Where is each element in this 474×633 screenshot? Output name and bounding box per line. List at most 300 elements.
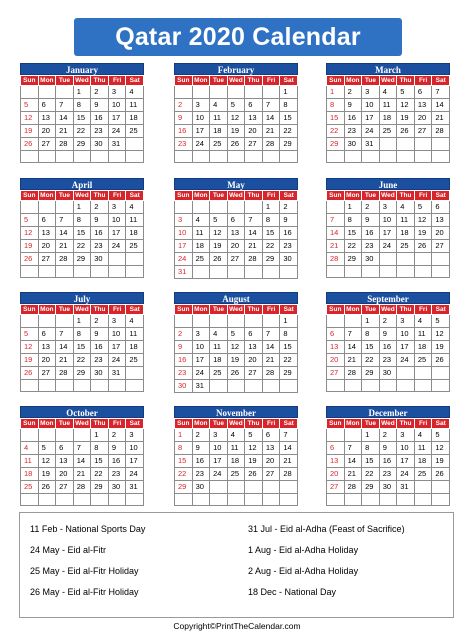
weekday-label: Tue <box>210 305 228 315</box>
week-row <box>175 214 298 227</box>
day-cell: 16 <box>91 227 109 240</box>
day-cell <box>262 380 280 393</box>
day-cell: 20 <box>327 468 345 481</box>
day-cell: 11 <box>126 214 144 227</box>
week-row <box>327 240 450 253</box>
day-cell: 13 <box>227 227 245 240</box>
day-cell <box>397 367 415 380</box>
day-cell <box>192 315 210 328</box>
day-cell: 10 <box>397 442 415 455</box>
day-cell: 7 <box>280 429 298 442</box>
day-cell: 7 <box>344 442 362 455</box>
day-cell: 12 <box>245 442 263 455</box>
day-cell: 9 <box>108 442 126 455</box>
day-cell: 27 <box>327 481 345 494</box>
day-cell: 10 <box>175 227 193 240</box>
day-cell: 21 <box>280 455 298 468</box>
day-cell: 19 <box>227 125 245 138</box>
day-cell: 3 <box>126 429 144 442</box>
page-title: Qatar 2020 Calendar <box>74 18 402 56</box>
month-table <box>20 190 144 278</box>
day-cell <box>175 151 193 163</box>
weekday-label: Mon <box>192 305 210 315</box>
day-cell <box>91 380 109 392</box>
day-cell: 17 <box>108 341 126 354</box>
weekday-label: Wed <box>229 306 243 313</box>
weekday-label: Wed <box>381 420 395 427</box>
month-table <box>20 75 144 163</box>
day-cell: 5 <box>432 429 450 442</box>
day-cell: 21 <box>56 125 74 138</box>
day-cell: 15 <box>280 341 298 354</box>
day-cell <box>344 429 362 442</box>
day-cell: 24 <box>210 468 228 481</box>
day-cell: 1 <box>73 201 91 214</box>
day-cell: 18 <box>192 240 210 253</box>
day-cell: 9 <box>175 341 193 354</box>
day-cell: 31 <box>108 367 126 380</box>
week-row <box>175 367 298 380</box>
day-cell: 7 <box>245 214 263 227</box>
copyright-text: Copyright©PrintTheCalendar.com <box>173 621 301 631</box>
day-cell: 22 <box>262 240 280 253</box>
day-cell: 14 <box>56 341 74 354</box>
day-cell: 2 <box>379 429 397 442</box>
weekday-label: Thu <box>245 419 263 429</box>
week-row <box>175 468 298 481</box>
day-cell <box>175 201 193 214</box>
day-cell <box>108 494 126 506</box>
day-cell: 28 <box>73 481 91 494</box>
day-cell <box>73 151 91 163</box>
day-cell: 26 <box>432 354 450 367</box>
day-cell: 16 <box>175 354 193 367</box>
day-cell <box>56 315 74 328</box>
day-cell <box>397 266 415 278</box>
day-cell: 10 <box>397 328 415 341</box>
day-cell: 21 <box>245 240 263 253</box>
day-cell: 27 <box>38 138 56 151</box>
month-table <box>174 418 298 506</box>
day-cell: 19 <box>21 125 39 138</box>
day-cell: 30 <box>91 367 109 380</box>
weekday-label: Thu <box>91 305 109 315</box>
day-cell <box>21 494 39 506</box>
day-cell: 30 <box>379 367 397 380</box>
day-cell: 1 <box>362 429 380 442</box>
day-cell: 25 <box>210 367 228 380</box>
day-cell: 20 <box>227 240 245 253</box>
day-cell <box>227 380 245 393</box>
weekday-label: Wed <box>75 306 89 313</box>
day-cell: 27 <box>38 367 56 380</box>
day-cell: 28 <box>262 367 280 380</box>
day-cell: 25 <box>192 253 210 266</box>
day-cell: 19 <box>432 341 450 354</box>
week-row <box>175 442 298 455</box>
weekday-label: Mon <box>344 76 362 86</box>
day-cell: 25 <box>126 354 144 367</box>
month-name: October <box>20 406 144 418</box>
day-cell: 23 <box>108 468 126 481</box>
day-cell: 13 <box>38 112 56 125</box>
day-cell: 9 <box>362 214 380 227</box>
week-row <box>175 253 298 266</box>
day-cell <box>21 201 39 214</box>
week-row <box>327 214 450 227</box>
weekday-label: Fri <box>262 76 280 86</box>
day-cell: 23 <box>91 354 109 367</box>
day-cell: 8 <box>327 99 345 112</box>
day-cell: 15 <box>362 341 380 354</box>
day-cell: 4 <box>192 214 210 227</box>
day-cell: 10 <box>192 112 210 125</box>
week-row <box>175 151 298 163</box>
day-cell: 6 <box>327 442 345 455</box>
day-cell: 7 <box>56 328 74 341</box>
day-cell: 19 <box>227 354 245 367</box>
day-cell <box>38 380 56 392</box>
day-cell: 28 <box>344 367 362 380</box>
week-row <box>327 341 450 354</box>
day-cell: 12 <box>21 227 39 240</box>
weekday-label: Mon <box>38 419 56 429</box>
day-cell <box>91 266 109 278</box>
day-cell: 5 <box>245 429 263 442</box>
day-cell: 9 <box>379 328 397 341</box>
day-cell: 26 <box>414 240 432 253</box>
day-cell <box>379 138 397 151</box>
day-cell: 17 <box>175 240 193 253</box>
day-cell: 25 <box>397 240 415 253</box>
week-row <box>21 214 144 227</box>
day-cell <box>245 86 263 99</box>
weekday-label: Tue <box>362 419 380 429</box>
day-cell: 7 <box>327 214 345 227</box>
day-cell: 17 <box>192 125 210 138</box>
day-cell: 30 <box>192 481 210 494</box>
day-cell: 8 <box>175 442 193 455</box>
week-row <box>21 494 144 506</box>
day-cell: 20 <box>56 468 74 481</box>
day-cell: 23 <box>362 240 380 253</box>
day-cell: 29 <box>262 253 280 266</box>
day-cell: 17 <box>379 227 397 240</box>
day-cell: 21 <box>344 354 362 367</box>
day-cell: 23 <box>175 138 193 151</box>
day-cell: 22 <box>91 468 109 481</box>
week-row <box>21 328 144 341</box>
day-cell: 6 <box>245 328 263 341</box>
day-cell: 29 <box>73 367 91 380</box>
weekday-label: Sat <box>280 419 298 429</box>
day-cell <box>73 429 91 442</box>
day-cell: 10 <box>108 214 126 227</box>
week-row <box>21 253 144 266</box>
day-cell: 3 <box>108 315 126 328</box>
day-cell: 16 <box>108 455 126 468</box>
month-october <box>20 406 144 506</box>
day-cell <box>21 86 39 99</box>
day-cell <box>192 151 210 163</box>
day-cell: 8 <box>73 214 91 227</box>
day-cell <box>210 315 228 328</box>
day-cell: 1 <box>327 86 345 99</box>
week-row <box>21 138 144 151</box>
day-cell <box>245 494 263 506</box>
day-cell: 12 <box>432 328 450 341</box>
week-row <box>175 227 298 240</box>
day-cell: 26 <box>210 253 228 266</box>
day-cell: 28 <box>280 468 298 481</box>
day-cell: 25 <box>21 481 39 494</box>
day-cell: 18 <box>210 354 228 367</box>
weekday-label: Wed <box>381 77 395 84</box>
day-cell <box>73 380 91 392</box>
weekday-label: Sun <box>175 305 193 315</box>
day-cell: 21 <box>327 240 345 253</box>
day-cell: 4 <box>21 442 39 455</box>
day-cell <box>21 315 39 328</box>
weekday-label: Wed <box>229 420 243 427</box>
holiday-item: 11 Feb - National Sports Day <box>30 524 146 534</box>
day-cell: 11 <box>126 328 144 341</box>
month-name: June <box>326 178 450 190</box>
day-cell: 19 <box>414 227 432 240</box>
day-cell: 23 <box>379 354 397 367</box>
holiday-item: 31 Jul - Eid al-Adha (Feast of Sacrifice) <box>248 524 405 534</box>
day-cell <box>175 315 193 328</box>
day-cell: 29 <box>91 481 109 494</box>
day-cell <box>21 266 39 278</box>
week-row <box>175 99 298 112</box>
day-cell: 13 <box>38 341 56 354</box>
weekday-label: Tue <box>362 191 380 201</box>
week-row <box>327 99 450 112</box>
weekday-label: Sat <box>126 419 144 429</box>
day-cell: 19 <box>432 455 450 468</box>
day-cell <box>126 380 144 392</box>
day-cell: 16 <box>344 112 362 125</box>
day-cell: 13 <box>38 227 56 240</box>
month-name: January <box>20 63 144 75</box>
day-cell: 31 <box>192 380 210 393</box>
day-cell: 14 <box>344 455 362 468</box>
day-cell: 27 <box>227 253 245 266</box>
day-cell: 17 <box>126 455 144 468</box>
weekday-label: Wed <box>75 77 89 84</box>
week-row <box>21 367 144 380</box>
day-cell: 27 <box>414 125 432 138</box>
day-cell: 28 <box>56 138 74 151</box>
day-cell: 22 <box>73 240 91 253</box>
day-cell: 24 <box>362 125 380 138</box>
weekday-label: Wed <box>75 420 89 427</box>
month-name: May <box>174 178 298 190</box>
day-cell: 13 <box>432 214 450 227</box>
weekday-label: Thu <box>397 419 415 429</box>
day-cell: 4 <box>414 429 432 442</box>
day-cell: 2 <box>91 201 109 214</box>
day-cell: 15 <box>73 227 91 240</box>
month-name: July <box>20 292 144 304</box>
day-cell: 7 <box>56 99 74 112</box>
day-cell <box>379 266 397 278</box>
day-cell: 6 <box>38 328 56 341</box>
day-cell: 23 <box>344 125 362 138</box>
day-cell: 27 <box>245 367 263 380</box>
day-cell: 11 <box>414 442 432 455</box>
weekday-label: Fri <box>262 305 280 315</box>
day-cell: 20 <box>245 354 263 367</box>
day-cell: 16 <box>379 455 397 468</box>
day-cell <box>245 481 263 494</box>
day-cell: 29 <box>327 138 345 151</box>
week-row <box>175 455 298 468</box>
weekday-label: Fri <box>414 191 432 201</box>
weekday-label: Sun <box>327 419 345 429</box>
day-cell <box>362 494 380 506</box>
day-cell: 6 <box>245 99 263 112</box>
day-cell: 22 <box>280 125 298 138</box>
day-cell: 15 <box>91 455 109 468</box>
day-cell: 19 <box>245 455 263 468</box>
day-cell: 28 <box>344 481 362 494</box>
day-cell <box>414 494 432 506</box>
weekday-label: Mon <box>38 76 56 86</box>
day-cell: 3 <box>210 429 228 442</box>
day-cell: 11 <box>192 227 210 240</box>
day-cell: 2 <box>91 315 109 328</box>
day-cell <box>397 494 415 506</box>
day-cell: 22 <box>327 125 345 138</box>
day-cell <box>432 138 450 151</box>
weekday-label: Tue <box>56 191 74 201</box>
weekday-label: Sun <box>175 191 193 201</box>
weekday-label: Sat <box>126 76 144 86</box>
day-cell: 28 <box>262 138 280 151</box>
day-cell: 5 <box>38 442 56 455</box>
day-cell: 19 <box>210 240 228 253</box>
week-row <box>175 138 298 151</box>
day-cell: 6 <box>432 201 450 214</box>
day-cell: 13 <box>327 455 345 468</box>
day-cell: 28 <box>56 367 74 380</box>
weekday-label: Sun <box>327 76 345 86</box>
day-cell: 11 <box>227 442 245 455</box>
day-cell: 18 <box>126 112 144 125</box>
day-cell: 11 <box>210 341 228 354</box>
day-cell <box>126 253 144 266</box>
week-row <box>175 112 298 125</box>
weekday-label: Thu <box>91 76 109 86</box>
week-row <box>21 151 144 163</box>
week-row <box>327 86 450 99</box>
weekday-label: Tue <box>56 419 74 429</box>
week-row <box>175 240 298 253</box>
weekday-label: Thu <box>397 76 415 86</box>
day-cell: 12 <box>21 341 39 354</box>
day-cell: 13 <box>262 442 280 455</box>
weekday-label: Tue <box>210 191 228 201</box>
day-cell: 2 <box>379 315 397 328</box>
weekday-label: Sat <box>432 76 450 86</box>
day-cell <box>262 86 280 99</box>
weekday-label: Wed <box>381 306 395 313</box>
day-cell: 15 <box>280 112 298 125</box>
day-cell: 8 <box>362 442 380 455</box>
day-cell: 30 <box>91 138 109 151</box>
week-row <box>21 86 144 99</box>
day-cell <box>210 201 228 214</box>
month-december <box>326 406 450 506</box>
day-cell: 17 <box>192 354 210 367</box>
week-row <box>175 125 298 138</box>
day-cell <box>245 380 263 393</box>
week-row <box>175 266 298 279</box>
day-cell: 27 <box>327 367 345 380</box>
weekday-label: Fri <box>414 305 432 315</box>
day-cell <box>56 201 74 214</box>
day-cell: 17 <box>210 455 228 468</box>
day-cell: 7 <box>262 328 280 341</box>
week-row <box>327 125 450 138</box>
day-cell: 20 <box>262 455 280 468</box>
weekday-label: Tue <box>210 76 228 86</box>
week-row <box>327 315 450 328</box>
day-cell: 3 <box>192 328 210 341</box>
day-cell: 20 <box>414 112 432 125</box>
day-cell: 18 <box>210 125 228 138</box>
day-cell: 1 <box>91 429 109 442</box>
day-cell: 12 <box>227 341 245 354</box>
day-cell: 15 <box>73 112 91 125</box>
weekday-label: Thu <box>397 305 415 315</box>
day-cell: 18 <box>379 112 397 125</box>
day-cell: 3 <box>362 86 380 99</box>
week-row <box>21 112 144 125</box>
weekday-label: Fri <box>414 76 432 86</box>
day-cell: 8 <box>344 214 362 227</box>
day-cell: 12 <box>227 112 245 125</box>
weekday-label: Sat <box>280 76 298 86</box>
day-cell <box>21 380 39 392</box>
day-cell: 9 <box>175 112 193 125</box>
day-cell: 19 <box>38 468 56 481</box>
day-cell <box>432 481 450 494</box>
day-cell <box>126 138 144 151</box>
day-cell: 6 <box>227 214 245 227</box>
month-name: April <box>20 178 144 190</box>
weekday-label: Tue <box>210 419 228 429</box>
day-cell: 30 <box>344 138 362 151</box>
day-cell <box>227 481 245 494</box>
day-cell <box>432 380 450 392</box>
day-cell: 4 <box>210 328 228 341</box>
day-cell: 23 <box>91 240 109 253</box>
day-cell: 12 <box>210 227 228 240</box>
week-row <box>21 227 144 240</box>
day-cell: 9 <box>91 214 109 227</box>
day-cell <box>362 380 380 392</box>
month-name: August <box>174 292 298 304</box>
day-cell: 13 <box>414 99 432 112</box>
day-cell <box>397 151 415 163</box>
day-cell <box>280 481 298 494</box>
weekday-label: Fri <box>108 76 126 86</box>
week-row <box>21 455 144 468</box>
day-cell: 16 <box>91 112 109 125</box>
